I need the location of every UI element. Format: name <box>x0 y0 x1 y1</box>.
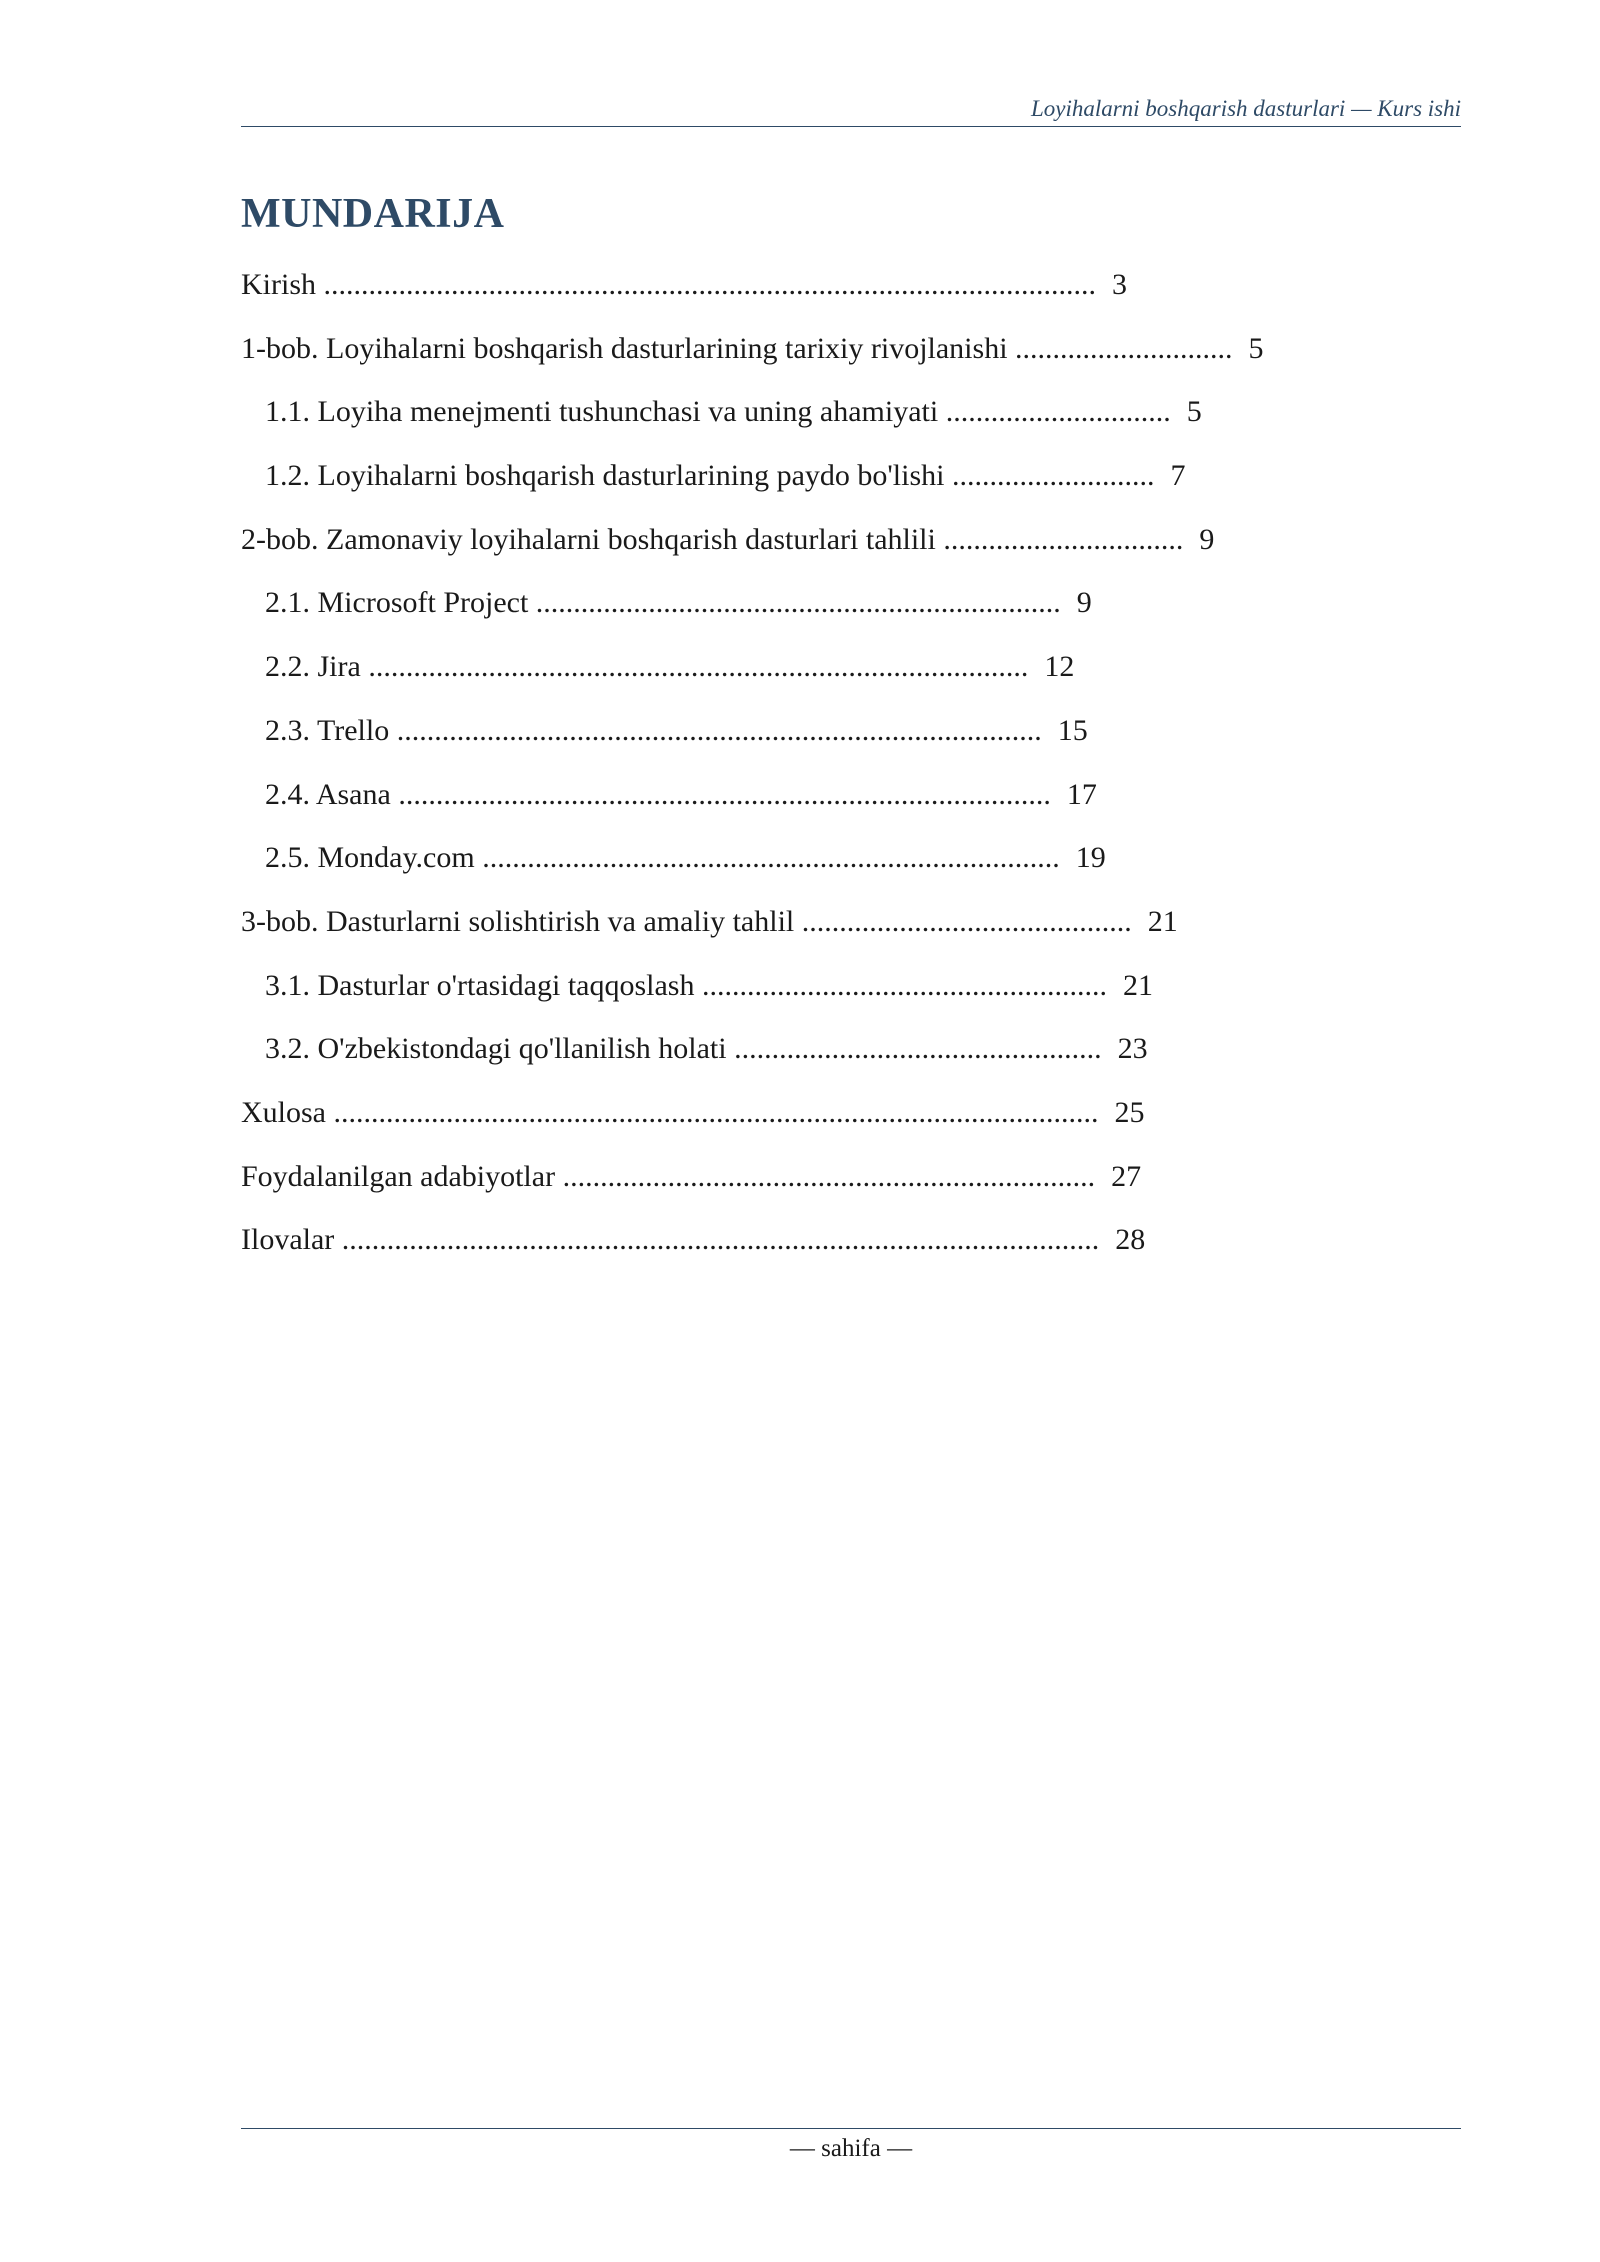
toc-entry-label: Ilovalar <box>241 1223 335 1257</box>
toc-entry-label: 2-bob. Zamonaviy loyihalarni boshqarish dasturlari tahlili <box>241 522 936 556</box>
toc-entry[interactable] <box>241 1022 1461 1086</box>
toc-page-number: 21 <box>1122 968 1153 1002</box>
toc-entry-label: Kirish <box>241 268 316 301</box>
table-of-contents <box>241 258 1461 1277</box>
toc-page-number: 27 <box>1111 1159 1142 1193</box>
toc-page-number: 17 <box>1066 777 1097 811</box>
toc-entry-label: 2.2. Jira <box>265 650 361 684</box>
toc-entry-label: 2.4. Asana <box>265 777 391 811</box>
toc-entry[interactable] <box>241 1213 1461 1277</box>
toc-entry-label: Xulosa <box>241 1095 326 1129</box>
toc-leader-dots: ............................................ <box>801 904 1132 938</box>
toc-entry[interactable] <box>241 385 1461 449</box>
toc-entry-label: 1.1. Loyiha menejmenti tushunchasi va uning ahamiyati <box>265 395 939 429</box>
toc-entry[interactable] <box>241 959 1461 1023</box>
toc-page-number: 28 <box>1115 1223 1146 1257</box>
toc-page-number: 7 <box>1170 459 1186 493</box>
toc-leader-dots: ........................... <box>951 459 1155 493</box>
toc-leader-dots: ....................................................................... <box>562 1159 1096 1193</box>
toc-leader-dots: ...................................................................... <box>535 586 1061 620</box>
toc-leader-dots: ..................................................................................................... <box>341 1223 1100 1257</box>
toc-title: MUNDARIJA <box>241 191 505 237</box>
toc-entry-label: 3-bob. Dasturlarni solishtirish va amaliy tahlil <box>241 904 795 938</box>
toc-entry-label: 2.3. Trello <box>265 713 390 747</box>
toc-entry-label: 2.1. Microsoft Project <box>265 586 529 620</box>
toc-entry[interactable] <box>241 513 1461 577</box>
toc-entry[interactable] <box>241 322 1461 386</box>
toc-entry[interactable] <box>241 704 1461 768</box>
toc-entry[interactable] <box>241 258 1461 322</box>
toc-entry[interactable] <box>241 640 1461 704</box>
toc-entry[interactable] <box>241 1086 1461 1150</box>
toc-leader-dots: ................................ <box>943 522 1184 556</box>
toc-page-number: 15 <box>1057 713 1088 747</box>
toc-entry-label: Foydalanilgan adabiyotlar <box>241 1159 556 1193</box>
toc-entry[interactable] <box>241 831 1461 895</box>
page-footer <box>241 2128 1461 2163</box>
toc-entry[interactable] <box>241 576 1461 640</box>
toc-leader-dots: ....................................................................................................... <box>323 268 1096 301</box>
toc-leader-dots: ...................................................................................... <box>396 713 1042 747</box>
toc-page-number: 3 <box>1112 268 1127 301</box>
toc-page-number: 23 <box>1117 1032 1148 1066</box>
toc-entry[interactable] <box>241 449 1461 513</box>
toc-page-number: 9 <box>1076 586 1092 620</box>
running-header <box>241 92 1461 127</box>
toc-entry-label: 3.2. O'zbekistondagi qo'llanilish holati <box>265 1032 727 1066</box>
toc-leader-dots: ........................................................................................ <box>368 650 1029 684</box>
footer-page-label: — sahifa — <box>789 2135 913 2162</box>
toc-page-number: 19 <box>1075 841 1106 875</box>
toc-page-number: 21 <box>1147 904 1178 938</box>
toc-entry[interactable] <box>241 768 1461 832</box>
running-header-title: Loyihalarni boshqarish dasturlari — Kurs ishi <box>1030 96 1461 121</box>
toc-entry[interactable] <box>241 1150 1461 1214</box>
toc-leader-dots: ...................................................................................................... <box>333 1095 1099 1129</box>
toc-entry[interactable] <box>241 895 1461 959</box>
toc-leader-dots: ............................................................................. <box>482 841 1060 875</box>
toc-page-number: 5 <box>1186 395 1202 429</box>
toc-entry-label: 1.2. Loyihalarni boshqarish dasturlarining paydo bo'lishi <box>265 459 945 493</box>
toc-page-number: 25 <box>1114 1095 1145 1129</box>
toc-entry-label: 2.5. Monday.com <box>265 841 475 875</box>
toc-entry-label: 3.1. Dasturlar o'rtasidagi taqqoslash <box>265 968 695 1002</box>
toc-page-number: 5 <box>1248 331 1264 365</box>
toc-page-number: 9 <box>1199 522 1215 556</box>
toc-entry-label: 1-bob. Loyihalarni boshqarish dasturlarining tarixiy rivojlanishi <box>241 331 1008 365</box>
toc-leader-dots: .............................. <box>945 395 1171 429</box>
toc-leader-dots: ...................................................... <box>701 968 1107 1002</box>
toc-leader-dots: ................................................. <box>734 1032 1102 1066</box>
toc-page-number: 12 <box>1044 650 1075 684</box>
toc-leader-dots: ............................. <box>1015 331 1233 365</box>
toc-leader-dots: ....................................................................................... <box>398 777 1051 811</box>
